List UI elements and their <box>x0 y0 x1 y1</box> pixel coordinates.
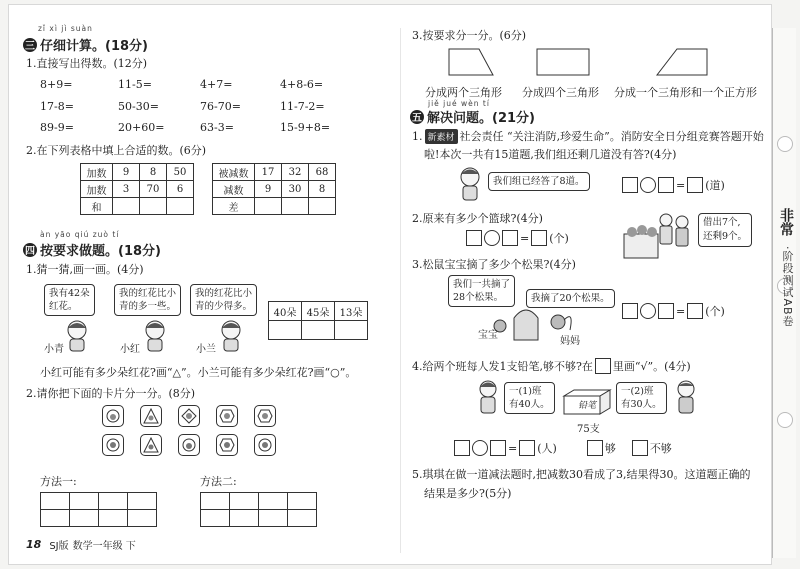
question-4-1-instruction: 小红可能有多少朵红花?画“△”。小兰可能有多少朵红花?画“○”。 <box>40 366 357 379</box>
speech-bubble: 我们组已经答了8道。 <box>488 172 590 191</box>
problem-1: 1. 新素材 社会责任 “关注消防,珍爱生命”。消防安全日分组竞赛答题开始 <box>412 129 764 143</box>
pencil-quantity: 75支 <box>577 424 600 435</box>
answer-box[interactable] <box>519 440 535 456</box>
speech-bubble: 我们一共摘了 28个松果。 <box>448 275 515 307</box>
girl-illustration <box>455 165 485 203</box>
operator-circle[interactable] <box>640 177 656 193</box>
unit-label: (个) <box>549 232 569 245</box>
question-3-1: 1.直接写出得数。(12分) <box>26 57 148 70</box>
answer-box[interactable] <box>502 230 518 246</box>
card-watermelon-circle[interactable] <box>102 434 124 456</box>
problem-1-cont: 啦!本次一共有15道题,我们组还剩几道没有答?(4分) <box>424 148 677 161</box>
operator-circle[interactable] <box>472 440 488 456</box>
calc-item[interactable]: 4+8-6= <box>280 78 324 91</box>
not-enough-label: 不够 <box>649 442 672 455</box>
calc-item[interactable]: 76-70= <box>200 100 241 113</box>
speech-bubble: 一(2)班 有30人。 <box>616 382 667 414</box>
card-apple-circle[interactable] <box>102 405 124 427</box>
girl-illustration <box>62 318 92 352</box>
cards-row-2 <box>102 434 292 456</box>
answer-box[interactable] <box>454 440 470 456</box>
section-number: 五 <box>410 110 424 124</box>
calc-item[interactable]: 4+7= <box>200 78 233 91</box>
cards-row-1 <box>102 405 292 427</box>
section-title: 仔细计算。(18分) <box>40 39 148 54</box>
method-1-label: 方法一: <box>40 475 77 488</box>
answer-box[interactable] <box>622 177 638 193</box>
card-apple-triangle[interactable] <box>140 434 162 456</box>
not-enough-checkbox[interactable] <box>632 440 648 456</box>
problem-3: 3.松鼠宝宝摘了多少个松果?(4分) <box>412 258 576 271</box>
shape-label-3: 分成一个三角形和一个正方形 <box>614 86 757 99</box>
question-3-2: 2.在下列表格中填上合适的数。(6分) <box>26 144 207 157</box>
girl-illustration <box>216 318 246 352</box>
binding-hole <box>777 412 793 428</box>
new-material-tag: 新素材 <box>425 129 458 144</box>
shapes-to-divide <box>445 45 715 79</box>
name-label: 小红 <box>120 344 140 355</box>
equation-1: = (道) <box>622 177 727 193</box>
answer-box[interactable] <box>595 358 611 374</box>
speech-bubble: 我摘了20个松果。 <box>526 289 615 308</box>
card-watermelon-hexagon[interactable] <box>216 434 238 456</box>
basketball-crate-illustration <box>622 212 692 262</box>
brand-logo: 非常 <box>778 208 794 236</box>
subtraction-table: 被减数 17 32 68 减数 9 30 8 差 <box>212 163 336 215</box>
center-fold <box>400 28 401 553</box>
problem-2: 2.原来有多少个篮球?(4分) <box>412 212 543 225</box>
calc-item[interactable]: 15-9+8= <box>280 121 331 134</box>
question-4-2: 2.请你把下面的卡片分一分。(8分) <box>26 387 196 400</box>
method-2-label: 方法二: <box>200 475 237 488</box>
card-strawberry-triangle[interactable] <box>140 405 162 427</box>
answer-box[interactable] <box>687 303 703 319</box>
method-1-grid <box>40 492 157 527</box>
shape-label-1: 分成两个三角形 <box>425 86 502 99</box>
problem-5-cont: 结果是多少?(5分) <box>424 487 512 500</box>
speech-bubble: 一(1)班 有40人。 <box>504 382 555 414</box>
question-4-3: 3.按要求分一分。(6分) <box>412 29 527 42</box>
side-title: ·阶段测试AB卷 <box>781 246 794 328</box>
calc-item[interactable]: 89-9= <box>40 121 74 134</box>
sec5-pinyin: jiě jué wèn tí <box>428 99 490 108</box>
answer-box[interactable] <box>622 303 638 319</box>
addition-table: 加数 9 8 50 加数 3 70 6 和 <box>80 163 194 215</box>
unit-label: (道) <box>705 179 725 192</box>
options-table: 40朵 45朵 13朵 <box>268 301 368 340</box>
card-strawberry-circle[interactable] <box>178 434 200 456</box>
page-number: 18 <box>26 538 42 551</box>
problem-1-text: 社会责任 “关注消防,珍爱生命”。消防安全日分组竞赛答题开始 <box>459 130 764 143</box>
calc-item[interactable]: 11-5= <box>118 78 152 91</box>
card-apple-circle[interactable] <box>254 434 276 456</box>
section-number: 三 <box>23 38 37 52</box>
answer-box[interactable] <box>687 177 703 193</box>
page-footer <box>26 537 136 552</box>
speech-bubble: 我的红花比小 青的少得多。 <box>190 284 257 316</box>
enough-checkbox[interactable] <box>587 440 603 456</box>
card-strawberry-hexagon[interactable] <box>216 405 238 427</box>
edition-label: SJ版 <box>49 541 69 552</box>
calc-item[interactable]: 50-30= <box>118 100 159 113</box>
girl-illustration <box>140 318 170 352</box>
section-3-heading <box>23 35 148 54</box>
name-label: 小兰 <box>196 344 216 355</box>
equation-4: = (人) 够 不够 <box>454 440 674 456</box>
sec4-pinyin: àn yāo qiú zuò tí <box>40 230 120 239</box>
problem-5: 5.琪琪在做一道减法题时,把减数30看成了3,结果得30。这道题正确的 <box>412 468 751 481</box>
equation-2: = (个) <box>466 230 571 246</box>
calc-item[interactable]: 11-7-2= <box>280 100 325 113</box>
unit-label: (个) <box>705 305 725 318</box>
speech-bubble: 我有42朵 红花。 <box>44 284 95 316</box>
shape-label-2: 分成四个三角形 <box>522 86 599 99</box>
pencil-box-label: 铅笔 <box>578 401 597 411</box>
squirrel-name: 宝宝 <box>478 330 498 341</box>
calc-item[interactable]: 20+60= <box>118 121 165 134</box>
answer-box[interactable] <box>658 177 674 193</box>
section-number: 四 <box>23 243 37 257</box>
subject-label: 数学一年级 下 <box>72 541 136 552</box>
girl-illustration <box>474 378 502 416</box>
question-4-1: 1.猜一猜,画一画。(4分) <box>26 263 144 276</box>
problem-4: 4.给两个班每人发1支铅笔,够不够?在 里画“√”。(4分) <box>412 360 691 373</box>
calc-item[interactable]: 63-3= <box>200 121 234 134</box>
equation-3: = (个) <box>622 303 727 319</box>
method-2-grid <box>200 492 317 527</box>
unit-label: (人) <box>537 442 557 455</box>
boy-illustration <box>672 378 700 416</box>
calc-item[interactable]: 17-8= <box>40 100 74 113</box>
squirrel-name: 妈妈 <box>560 336 580 347</box>
operator-circle[interactable] <box>484 230 500 246</box>
operator-circle[interactable] <box>640 303 656 319</box>
sec3-pinyin: zǐ xì jì suàn <box>38 24 93 33</box>
card-apple-diamond[interactable] <box>178 405 200 427</box>
binding-hole <box>777 136 793 152</box>
section-title: 按要求做题。(18分) <box>40 244 161 259</box>
answer-box[interactable] <box>490 440 506 456</box>
name-label: 小青 <box>44 344 64 355</box>
answer-box[interactable] <box>466 230 482 246</box>
speech-bubble: 借出7个, 还剩9个。 <box>698 213 752 247</box>
section-5-heading <box>410 107 535 126</box>
card-apple-hexagon[interactable] <box>254 405 276 427</box>
answer-box[interactable] <box>531 230 547 246</box>
section-title: 解决问题。(21分) <box>427 111 535 126</box>
section-4-heading <box>23 240 161 259</box>
speech-bubble: 我的红花比小 青的多一些。 <box>114 284 181 316</box>
calc-item[interactable]: 8+9= <box>40 78 73 91</box>
enough-label: 够 <box>604 442 616 455</box>
answer-box[interactable] <box>658 303 674 319</box>
